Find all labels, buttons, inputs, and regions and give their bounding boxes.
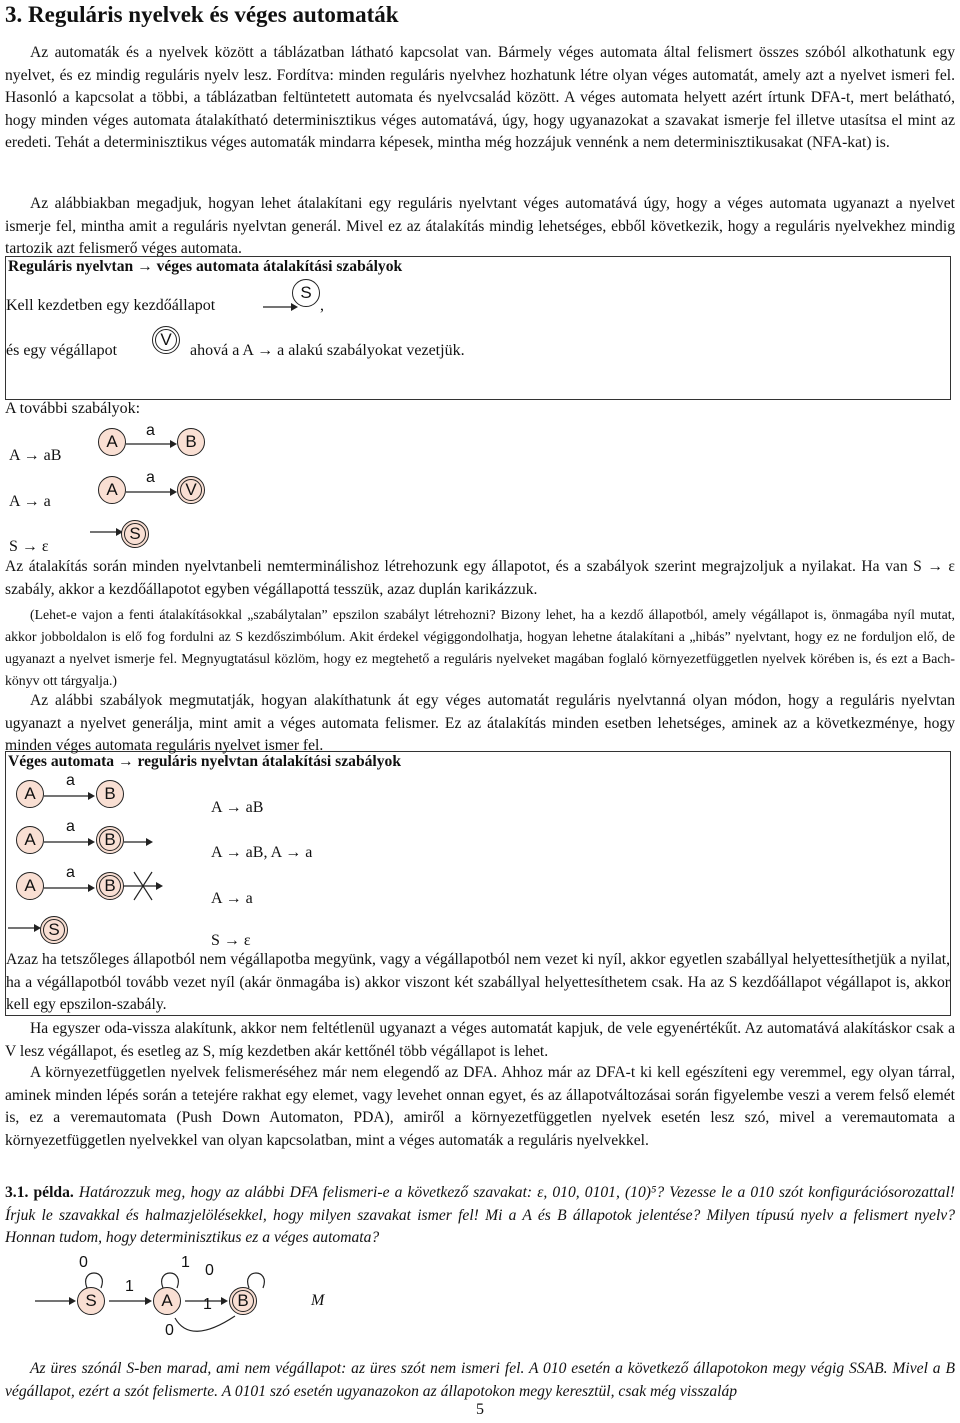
rule-a-to-ab: A → aB [9,447,62,464]
label-1: 1 [125,1278,134,1295]
example [5,1182,955,1250]
outgoing-arrow-icon [124,830,154,854]
label-0: 0 [205,1262,214,1279]
state-b-final: B [96,826,124,854]
state-final: V [152,326,180,354]
rule-1: A → aB [211,799,264,816]
label-1: 1 [181,1254,190,1271]
paragraph-states: Az átalakítás során minden nyelvtanbeli nemterminálishoz létrehozunk egy állapotot, és a szabályok szerint megrajzoljuk a nyilakat. Ha van S → ε szabály, akkor a kezdőállapotot egyben végállapottá tesszük, azaz duplán karikázzuk. [5,558,955,598]
comma: , [320,297,324,314]
box-title: Véges automata → reguláris nyelvtan átalakítási szabályok [8,753,402,770]
label-a: a [146,469,155,486]
label-a: a [66,864,75,881]
final-state-text: és egy végállapot [6,342,118,359]
state-a: A [98,428,126,456]
state-a: A [98,476,126,504]
label-0: 0 [165,1322,174,1339]
state-s: S [121,520,149,548]
state-s-final: S [40,916,68,944]
further-rules-label: A további szabályok: [5,400,141,417]
example-text: Határozzuk meg, hogy az alábbi DFA felismeri-e a következő szavakat: ε, 010, 0101, (10)⁵? Vezesse le a 010 szót konfigurációsorozattal! Írjuk le szavakkal és halmazjelölésekkel, hogy milyen szavakat ismer fel! Mi a A és B állapotok jelentése? Milyen típusú nyelv a felismert nyelv? Honnan tudom, hogy determinisztikus ez a véges automata? [5,1184,955,1246]
machine-name: M [311,1292,325,1309]
label-a: a [66,818,75,835]
label-a: a [146,422,155,439]
label-a: a [66,772,75,789]
paragraph-solution: Az üres szónál S-ben marad, ami nem végállapot: az üres szót nem ismeri fel. A 010 esetén a következő állapotokon megy végig SSAB. Mivel a B végállapot, ezért a szót felismerte. A 0101 szó esetén ugyanazokon az állapotokon megy keresztül, csak még visszaláp [5,1360,955,1400]
start-arrow-icon [8,912,42,932]
crossed-arrow-icon [124,868,164,904]
label-1: 1 [203,1296,212,1313]
label-0: 0 [79,1254,88,1271]
rule-2: A → aB, A → a [211,844,313,861]
example-label: 3.1. példa. [5,1184,74,1201]
paragraph-roundtrip: Ha egyszer oda-vissza alakítunk, akkor nem feltétlenül ugyanazt a véges automatát kapjuk, de vele egyenértékűt. Az automatává alakításkor csak a V lesz végállapot, és esetleg az S, míg kezdetben akár kettőnél több végállapot is lehet. [5,1020,955,1060]
rule-4: S → ε [211,932,251,949]
final-state-text-2: ahová a A → a alakú szabályokat vezetjük. [190,342,465,359]
paragraph-pda: A környezetfüggetlen nyelvek felismeréséhez már nem elegendő az DFA. Ahhoz már az DFA-t ki kell egészíteni egy veremmel, egy olyan tárral, aminek minden lépés során a tetejére rakhat egy elemet, vagy levehet onnan egyet, és az állapotváltozásai során figyelembe veszi a verem felső elemét is, ez a veremautomata (Push Down Automaton, PDA), amiről a környezetfüggetlen nyelvek esetén lesz szó, mivel a veremautomata a környezetfüggetlen nyelvekkel van olyan kapcsolatban, mint a véges automaták a reguláris nyelvekkel. [5,1064,955,1149]
page-number: 5 [476,1401,484,1418]
paragraph-note: (Lehet-e vajon a fenti átalakításokkal „szabálytalan” epszilon szabályt létrehozni? Bizony lehet, ha a kezdő állapotból, amely végállapot is, önmagába nyíl mutat, akkor jobboldalon is elő fog fordulni az S kezdőszimbólum. Akit érdekel végiggondolhatja, hogyan lehetne átalakítani a „hibás” nyelvtant, hogy ez ne forduljon elő, de ugyanazt a nyelvet ismerje fel. Megnyugtatásul közlöm, hogy ez megtehető a reguláris nyelveket magában foglaló környezetfüggetlen nyelvek körében is, és ezt a Bach-könyv ott tárgyalja.) [5,607,955,688]
state-v: V [177,476,205,504]
state-start: S [292,279,320,307]
state-a: A [153,1287,181,1315]
paragraph-reverse: Az alábbi szabályok megmutatják, hogyan alakíthatunk át egy véges automatát reguláris nyelvtanná olyan módon, hogy a reguláris nyelvtan ugyanazt a nyelvet generálja, mint amit a véges automata felismer. Ez az átalakítás minden esetben lehetséges, aminek az a következménye, hogy minden véges automata reguláris nyelvet ismer fel. [5,692,955,754]
state-b: B [96,780,124,808]
section-heading: 3. Reguláris nyelvek és véges automaták [5,2,399,27]
state-s: S [77,1287,105,1315]
state-b-final: B [96,872,124,900]
rules-box-grammar-to-automaton [5,256,951,400]
state-a: A [16,872,44,900]
state-a: A [16,780,44,808]
paragraph-intro: Az automaták és a nyelvek között a táblázatban látható kapcsolat van. Bármely véges automata által felismert összes szóból alkothatunk egy nyelvet, és ez mindig reguláris nyelv lesz. Fordítva: minden reguláris nyelvhez hozhatunk létre olyan véges automatát, amely azt a nyelvet ismeri fel. Hasonló a kapcsolat a többi, a táblázatban feltüntetett automata és nyelvcsalád között. A véges automata helyett azért írtunk DFA-t, mert belátható, hogy minden véges automata átalakítható determinisztikus véges automatává, úgy, hogy ugyanazokat a szavakat ismerje fel illetve utasítsa el mint az eredeti. Tehát a determinisztikus véges automaták mindarra képesek, mintha még hozzájuk vennénk a nem determinisztikusakat (NFA-kat) is. [5,44,955,151]
rule-a-to-a: A → a [9,493,51,510]
rule-3: A → a [211,890,253,907]
paragraph-conversion: Az alábbiakban megadjuk, hogyan lehet átalakítani egy reguláris nyelvtant véges automatává úgy, hogy a véges automata ugyanazt a nyelvet ismerje fel, mintha amit a reguláris nyelvtan generál. Mivel ez az átalakítás mindig lehetséges, ebből következik, hogy a reguláris nyelvekhez mindig tartozik azt felismerő véges automata. [5,195,955,257]
state-b: B [177,428,205,456]
start-state-text: Kell kezdetben egy kezdőállapot [6,297,216,314]
state-a: A [16,826,44,854]
rule-s-to-eps: S → ε [9,538,49,555]
rules-box-automaton-to-grammar [5,751,951,1016]
box-title: Reguláris nyelvtan → véges automata átalakítási szabályok [8,258,403,275]
state-b-final: B [229,1287,257,1315]
box2-text: Azaz ha tetszőleges állapotból nem végállapotba megyünk, vagy a végállapotból nem vezet ki nyíl, akkor egyetlen szabállyal helyettesíthetjük a nyilat, ha a végállapotból tovább vezet nyíl (akár önmagába is) akkor viszont két szabállyal helyettesíthetem csak. Ha az S kezdőállapot végállapot is, akkor kell egy epszilon-szabály. [6,951,950,1013]
